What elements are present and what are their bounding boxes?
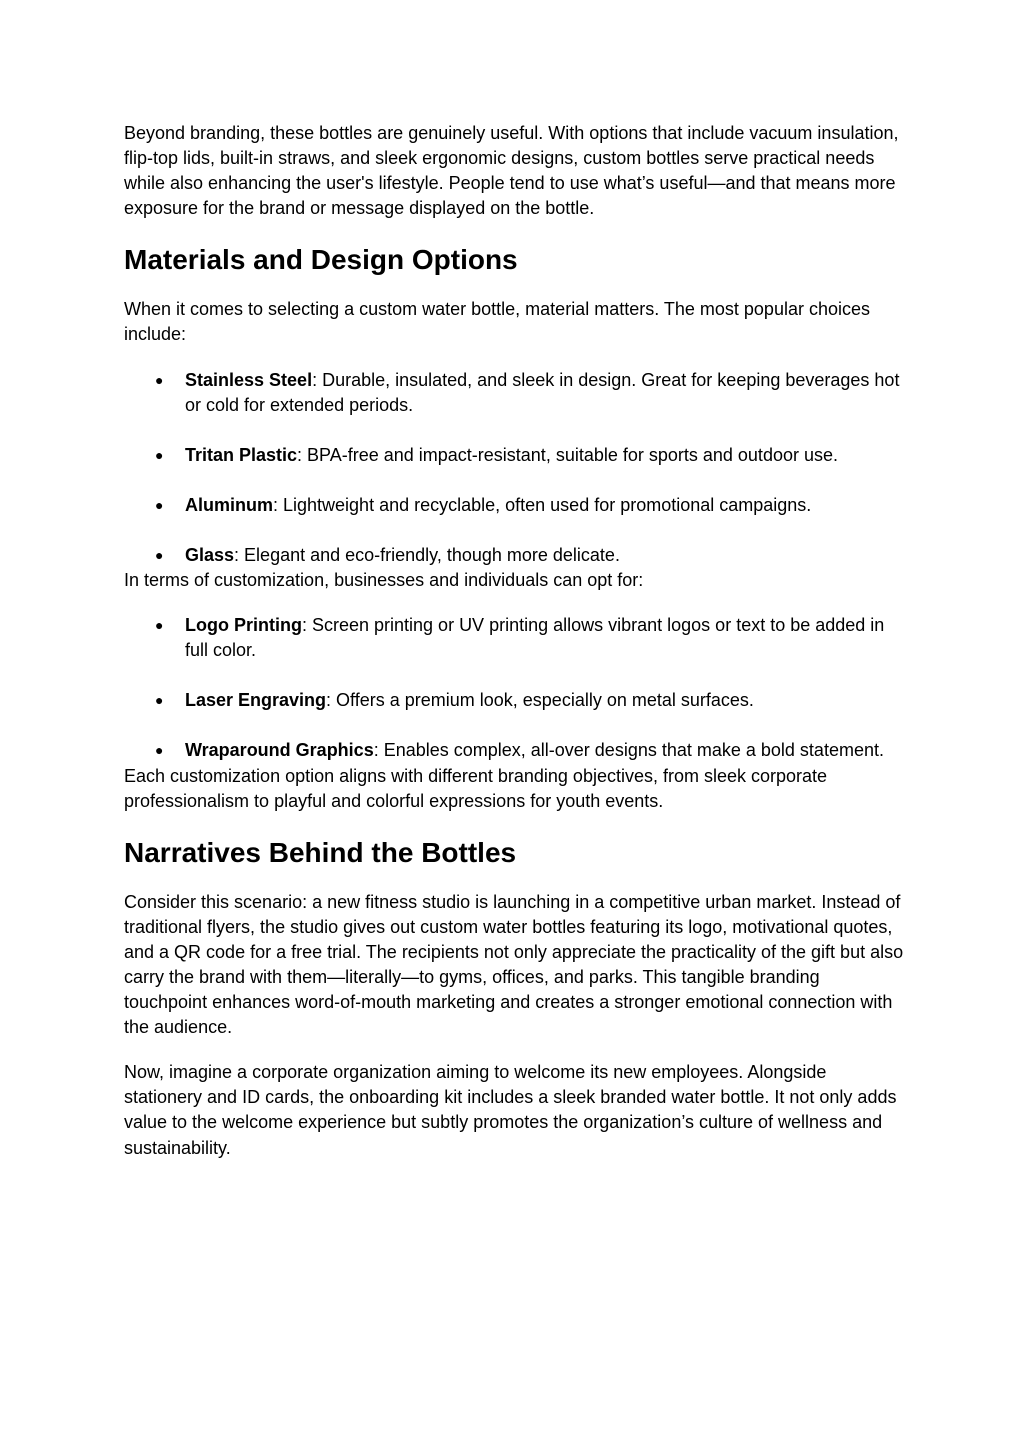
- list-item: [124, 688, 904, 713]
- list-item-desc: : BPA-free and impact-resistant, suitable for sports and outdoor use.: [297, 444, 838, 465]
- materials-intro: When it comes to selecting a custom water bottle, material matters. The most popular choices include:: [124, 299, 870, 345]
- section-heading-materials: Materials and Design Options: [124, 244, 518, 276]
- list-item-term: Wraparound Graphics: [185, 740, 374, 761]
- customization-intro: In terms of customization, businesses and individuals can opt for:: [124, 570, 644, 591]
- list-item-term: Glass: [185, 544, 235, 565]
- bullet-icon: ●: [155, 617, 164, 634]
- list-item-term: Logo Printing: [185, 615, 302, 636]
- bullet-icon: ●: [155, 692, 164, 709]
- list-item-desc: : Elegant and eco-friendly, though more delicate.: [234, 544, 620, 565]
- list-item-desc: : Offers a premium look, especially on metal surfaces.: [326, 690, 754, 711]
- list-item: [124, 443, 904, 468]
- bullet-icon: ●: [155, 546, 164, 563]
- list-item-desc: : Durable, insulated, and sleek in design. Great for keeping beverages hot or cold for extended periods.: [185, 369, 900, 415]
- materials-list: [124, 368, 904, 568]
- list-item: [124, 368, 904, 418]
- list-item-term: Tritan Plastic: [185, 444, 298, 465]
- bullet-icon: ●: [155, 742, 164, 759]
- list-item-term: Aluminum: [185, 494, 273, 515]
- list-item-term: Laser Engraving: [185, 690, 327, 711]
- list-item-desc: : Lightweight and recyclable, often used for promotional campaigns.: [273, 494, 812, 515]
- list-item: [124, 738, 904, 763]
- section-heading-narratives: Narratives Behind the Bottles: [124, 836, 517, 868]
- intro-paragraph: Beyond branding, these bottles are genuinely useful. With options that include vacuum insulation, flip-top lids, built-in straws, and sleek ergonomic designs, custom bottles serve practical needs while also enhancing the user's lifestyle. People tend to use what’s useful—and that means more exposure for the brand or message displayed on the bottle.: [124, 123, 899, 219]
- narrative-paragraph-fitness: Consider this scenario: a new fitness studio is launching in a competitive urban market. Instead of traditional flyers, the studio gives out custom water bottles featuring its logo, motivational quotes, and a QR code for a free trial. The recipients not only appreciate the practicality of the gift but also carry the brand with them—literally—to gyms, offices, and parks. This tangible branding touchpoint enhances word-of-mouth marketing and creates a stronger emotional connection with the audience.: [124, 891, 904, 1038]
- list-item-desc: : Screen printing or UV printing allows vibrant logos or text to be added in full color.: [185, 615, 885, 661]
- bullet-icon: ●: [155, 446, 164, 463]
- list-item-desc: : Enables complex, all-over designs that make a bold statement.: [373, 740, 884, 761]
- bullet-icon: ●: [155, 371, 164, 388]
- list-item-term: Stainless Steel: [185, 369, 313, 390]
- narrative-paragraph-corporate: Now, imagine a corporate organization aiming to welcome its new employees. Alongside stationery and ID cards, the onboarding kit includes a sleek branded water bottle. It not only adds value to the welcome experience but subtly promotes the organization’s culture of wellness and sustainability.: [124, 1062, 897, 1158]
- customization-list: [124, 613, 904, 763]
- list-item: [124, 493, 904, 518]
- document-page: [124, 121, 904, 1161]
- customization-closing: Each customization option aligns with different branding objectives, from sleek corporate professionalism to playful and colorful expressions for youth events.: [124, 765, 828, 811]
- list-item: [124, 613, 904, 663]
- list-item: [124, 543, 904, 568]
- bullet-icon: ●: [155, 496, 164, 513]
